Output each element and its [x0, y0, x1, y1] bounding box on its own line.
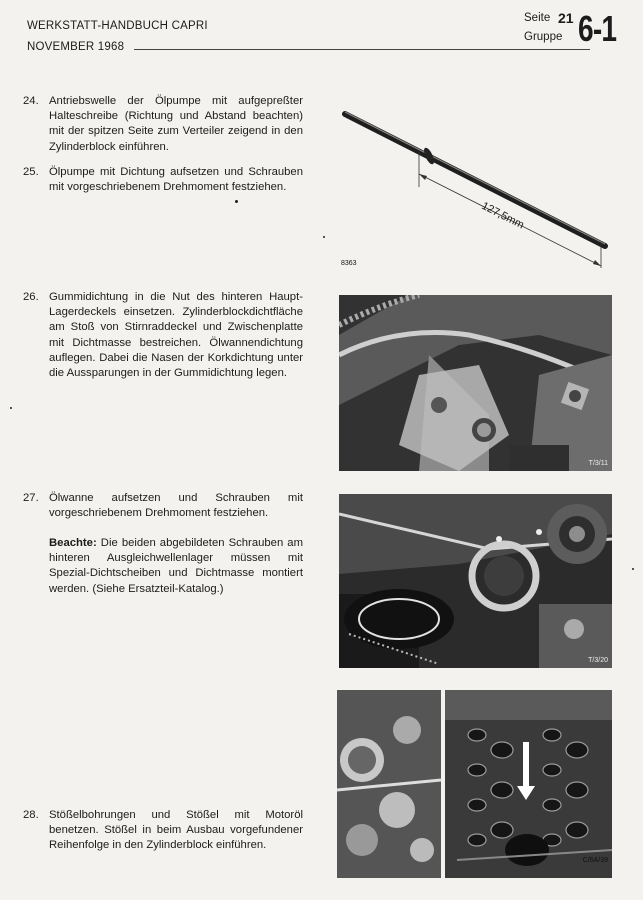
page-label: Seite: [524, 12, 551, 24]
step-text: Gummidichtung in die Nut des hinteren Haupt-Lagerdeckels einsetzen. Zylinderblockdichtfläche am Stoß von Stirnraddeckel und Zwischenplatte mit Dichtmasse bestreichen. Ölwannendichtung auflegen. Dabei die Nasen der Korkdichtung unter die Aussparungen in der Gummidichtung legen.: [49, 291, 303, 380]
dimension-label: 127,5mm: [479, 200, 526, 232]
figure-code: C/6A/39: [582, 857, 608, 864]
group-label: Gruppe: [524, 31, 563, 43]
page-number: 21: [558, 10, 574, 26]
step-number: 25.: [23, 166, 39, 178]
manual-date: NOVEMBER 1968: [27, 41, 125, 53]
manual-title: WERKSTATT-HANDBUCH CAPRI: [27, 20, 208, 32]
scan-speck: [235, 200, 238, 203]
step-number: 26.: [23, 291, 39, 303]
figure-code: T/3/11: [588, 460, 608, 467]
step-number: 27.: [23, 492, 39, 504]
step-26: [23, 290, 303, 381]
step-text: Ölpumpe mit Dichtung aufsetzen und Schrauben mit vorgeschriebenem Drehmoment festziehen.: [49, 166, 303, 194]
step-28: [23, 808, 303, 854]
step-25: [23, 165, 303, 195]
scan-speck: [632, 568, 634, 570]
group-number: 6-1: [578, 8, 617, 49]
scan-speck: [10, 407, 12, 409]
figure-gasket-photo: [339, 295, 612, 471]
step-27: [23, 491, 303, 521]
figure-code: T/3/20: [588, 657, 608, 664]
step-text: Ölwanne aufsetzen und Schrauben mit vorgeschriebenem Drehmoment festziehen.: [49, 492, 303, 520]
note-text: Die beiden abgebildeten Schrauben am hinteren Ausgleichwellenlager müssen mit Spezial-Dichtscheiben und Dichtmasse montiert werden. (Siehe Ersatzteil-Katalog.): [49, 537, 303, 595]
note-label: Beachte:: [49, 537, 97, 549]
figure-code: 8363: [341, 260, 357, 267]
step-number: 24.: [23, 95, 39, 107]
figure-oil-pan-photo: [339, 494, 612, 668]
note-block: [49, 536, 303, 597]
step-24: [23, 94, 303, 155]
step-text: Antriebswelle der Ölpumpe mit aufgepreßter Halteschreibe (Richtung und Abstand beachten) mit der spitzen Seite zum Verteiler zeigend in den Zylinderblock einführen.: [49, 95, 303, 153]
header-rule: [134, 49, 590, 50]
step-text: Stößelbohrungen und Stößel mit Motoröl benetzen. Stößel in beim Ausbau vorgefundener Reihenfolge in den Zylinderblock einführen.: [49, 809, 303, 852]
scan-speck: [323, 236, 325, 238]
figure-tappets-photo: [337, 690, 612, 878]
step-number: 28.: [23, 809, 39, 821]
figure-oil-pump-shaft: [339, 92, 613, 270]
